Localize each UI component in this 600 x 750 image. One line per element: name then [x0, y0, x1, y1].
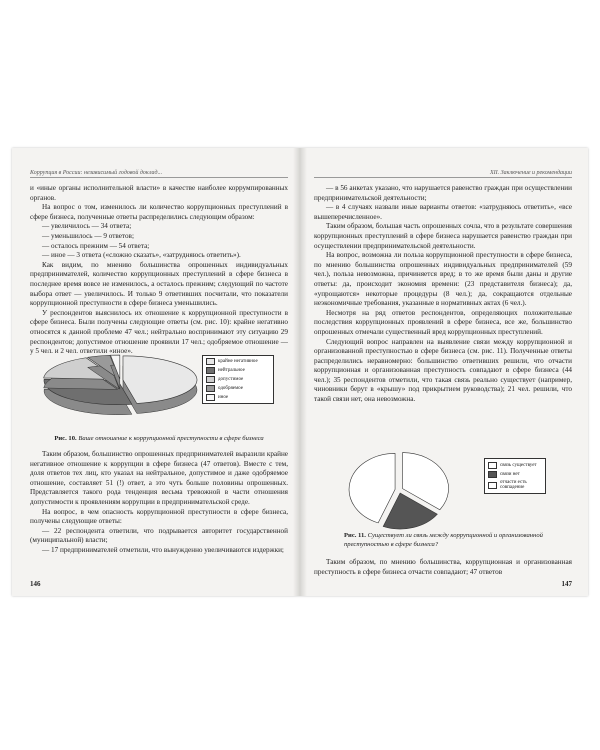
paragraph: и «иные органы исполнительной власти» в качестве наиболее коррумпированных органов.: [30, 184, 288, 202]
legend-swatch: [488, 462, 497, 469]
legend-swatch: [488, 471, 497, 478]
right-running-header: XII. Заключение и рекомендации: [314, 170, 572, 178]
legend-label: отчасти есть совпадение: [500, 480, 527, 490]
legend-label: связь существует: [500, 463, 537, 468]
list-item: — в 56 анкетах указано, что нарушается равенство граждан при осуществлении предпринимательской деятельности;: [314, 184, 572, 202]
legend-item: [488, 480, 542, 490]
page-number: 147: [561, 580, 572, 588]
list-item: — 17 предпринимателей отметили, что вынужденно увеличиваются издержки;: [42, 545, 284, 554]
legend-swatch: [488, 482, 497, 489]
caption-text: Ваше отношение к коррупционной преступности в сфере бизнеса: [78, 435, 264, 442]
paragraph: У респондентов выяснилось их отношение к коррупционной преступности в сфере бизнеса. Были получены следующие ответы (см. рис. 10): крайне негативно относятся к данной проблеме 47 чел.; нейтрально воспринимают эту ситуацию 29 респондентов; допустимое отношение проявили 17 чел.; одобряемое отношение — у 5 чел. и 2 чел. ответили «иное».: [30, 308, 288, 356]
list-item: — иное — 3 ответа («сложно сказать», «затрудняюсь ответить»).: [42, 251, 241, 260]
pie-chart-10: [38, 350, 203, 420]
legend-label: связи нет: [500, 472, 520, 477]
caption-label: Рис. 11.: [344, 532, 366, 539]
right-page: [314, 150, 572, 592]
pie-slice: [349, 453, 395, 522]
legend-label: иное: [218, 395, 229, 400]
paragraph: Таким образом, большая часть опрошенных сочла, что в результате совершения коррупционных преступлений в сфере бизнеса нарушается равенство граждан при осуществлении предпринимательской деятельности.: [314, 222, 572, 250]
legend-label: нейтральное: [218, 368, 245, 373]
legend-swatch: [206, 367, 215, 374]
legend-item: [206, 394, 270, 401]
legend-swatch: [206, 394, 215, 401]
legend-fig-10: [202, 355, 274, 404]
left-text-block-2: [30, 450, 288, 556]
legend-fig-11: [484, 458, 546, 494]
paragraph: Таким образом, большинство опрошенных предпринимателей выразили крайне негативное отношение к коррупции в сфере бизнеса (47 ответов). Вместе с тем, доля ответов тех лиц, кто указал на нейтральное, допустимое и даже одобряемое отношение, составляет 51 (!) ответ, а это чуть больше половины опрошенных. Представляется такого рода тенденция весьма тревожной в части отношения допустимости к проявлениям коррупции в предпринимательской среде.: [30, 450, 288, 506]
right-text-block-1: [314, 184, 572, 405]
caption-label: Рис. 10.: [54, 435, 77, 442]
pie-slice-top: [349, 453, 395, 522]
paragraph: Следующий вопрос направлен на выявление связи между коррупционной и организованной преступностью в сфере бизнеса (см. рис. 11). Полученные ответы распределились неравномерно: большинство ответивших решили, что отчасти коррупционная и организованная преступность совпадают в сфере бизнеса (44 чел.); 35 респондентов отметили, что такая связь реально существует (например, чиновники берут в «крышу» под прикрытием руководства); 21 чел. решили, что такой связи нет, она невозможна.: [314, 337, 572, 404]
figure-11-caption: [344, 532, 559, 549]
legend-swatch: [206, 385, 215, 392]
legend-item: [206, 358, 270, 365]
list-item: — увеличилось — 34 ответа;: [42, 222, 132, 231]
page-number: 146: [30, 580, 41, 588]
legend-label: крайне негативное: [218, 359, 258, 364]
paragraph: Как видим, по мнению большинства опрошенных индивидуальных предпринимателей, количество коррупционных преступлений в сфере бизнеса в последнее время вовсе не изменилось, а осталось прежним; следующий по частоте выбора ответ — увеличилось. И только 9 ответивших посчитали, что показатели коррупционной преступности в сфере бизнеса уменьшились.: [30, 260, 288, 308]
paragraph: На вопрос, возможна ли польза коррупционной преступности в сфере бизнеса, по мнению большинства опрошенных индивидуальных предпринимателей (59 чел.), польза невозможна, причиняется вред; в то же время были даны и другие ответы: да, происходит экономия времени: (23 представителя бизнеса); да, «упрощаются» некоторые процедуры (8 чел.); да, сокращаются отдельные неэкономичные требования, указанные в нормативных актах (6 чел.).: [314, 251, 572, 308]
paragraph: На вопрос, в чем опасность коррупционной преступности в сфере бизнеса, получены следующие ответы:: [30, 507, 288, 526]
list-item: — уменьшилось — 9 ответов;: [42, 231, 134, 240]
left-text-block-1: [30, 184, 288, 357]
paragraph: Несмотря на ряд ответов респондентов, определяющих положительные последствия коррупционных проявлений в сфере бизнеса, все же, большинство опрошенных отмечали существенный вред коррупционных преступлений.: [314, 308, 572, 336]
figure-10-caption: [30, 435, 288, 444]
legend-item: [206, 385, 270, 392]
list-item: — в 4 случаях назвали иные варианты ответов: «затрудняюсь ответить», «все вышеперечисленное».: [314, 203, 572, 221]
pie-slice: [123, 356, 197, 414]
left-page: [30, 150, 288, 592]
legend-item: [488, 462, 542, 469]
legend-item: [206, 367, 270, 374]
legend-swatch: [206, 376, 215, 383]
legend-item: [488, 471, 542, 478]
book-gutter: [293, 148, 307, 596]
list-item: — 22 респондента ответили, что подрывается авторитет государственной (муниципальной) власти;: [30, 526, 288, 545]
left-running-header: Коррупция в России: независимый годовой доклад...: [30, 170, 288, 178]
legend-item: [206, 376, 270, 383]
legend-label: одобряемое: [218, 386, 243, 391]
right-text-block-2: [314, 558, 572, 577]
paragraph: Таким образом, по мнению большинства, коррупционная и организованная преступность в сфере бизнеса отчасти совпадают; 47 ответов: [314, 558, 572, 576]
paragraph: На вопрос о том, изменилось ли количество коррупционных преступлений в сфере бизнеса, полученные ответы распределились следующим образом:: [30, 203, 288, 221]
caption-text: Существует ли связь между коррупционной и организованной преступностью в сфере бизнеса?: [344, 532, 543, 548]
legend-swatch: [206, 358, 215, 365]
legend-label: допустимое: [218, 377, 244, 382]
list-item: — осталось прежним — 54 ответа;: [42, 241, 150, 250]
